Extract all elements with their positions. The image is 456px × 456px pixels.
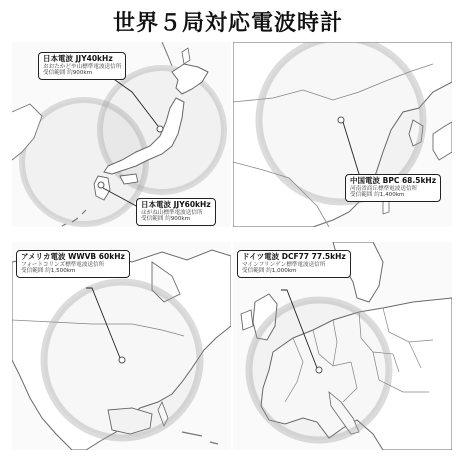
dcf77-name: ドイツ電波 DCF77 77.5kHz xyxy=(242,252,346,261)
bpc-range: 受信範囲 約1,400km xyxy=(350,192,405,199)
map-panel-japan xyxy=(12,42,231,227)
jjy60-transmitter-marker xyxy=(98,182,104,188)
wwvb-name: アメリカ電波 WWVB 60kHz xyxy=(21,252,125,261)
map-panel-usa xyxy=(12,242,231,450)
jjy40-range: 受信範囲 約900km xyxy=(43,70,93,77)
jjy40-callout xyxy=(38,52,126,80)
dcf77-range: 受信範囲 約1,000km xyxy=(242,268,297,275)
page-title: 世界５局対応電波時計 xyxy=(112,11,343,36)
wwvb-range: 受信範囲 約1,500km xyxy=(21,268,76,275)
jjy60-site: はがね山標準電波送信所 xyxy=(141,209,203,216)
jjy40-name: 日本電波 JJY40kHz xyxy=(43,54,113,63)
dcf77-site: マインフリンゲン標準電波送信所 xyxy=(242,261,326,268)
wwvb-site: フォートコリンズ標準電波送信所 xyxy=(21,261,105,268)
jjy60-name: 日本電波 JJY60kHz xyxy=(141,200,211,209)
bpc-site: 河南省商丘標準電波送信所 xyxy=(350,185,418,192)
bpc-name: 中国電波 BPC 68.5kHz xyxy=(350,176,437,185)
bpc-callout xyxy=(345,174,441,202)
map-panel-china xyxy=(233,42,452,227)
map-panel-europe xyxy=(233,242,452,450)
jjy40-site: おおたかどや山標準電波送信所 xyxy=(43,63,122,70)
wwvb-callout xyxy=(16,250,130,278)
jjy40-transmitter-marker xyxy=(157,126,163,132)
dcf77-callout xyxy=(237,250,351,278)
jjy60-range: 受信範囲 約900km xyxy=(141,216,191,223)
jjy60-callout xyxy=(136,198,216,226)
